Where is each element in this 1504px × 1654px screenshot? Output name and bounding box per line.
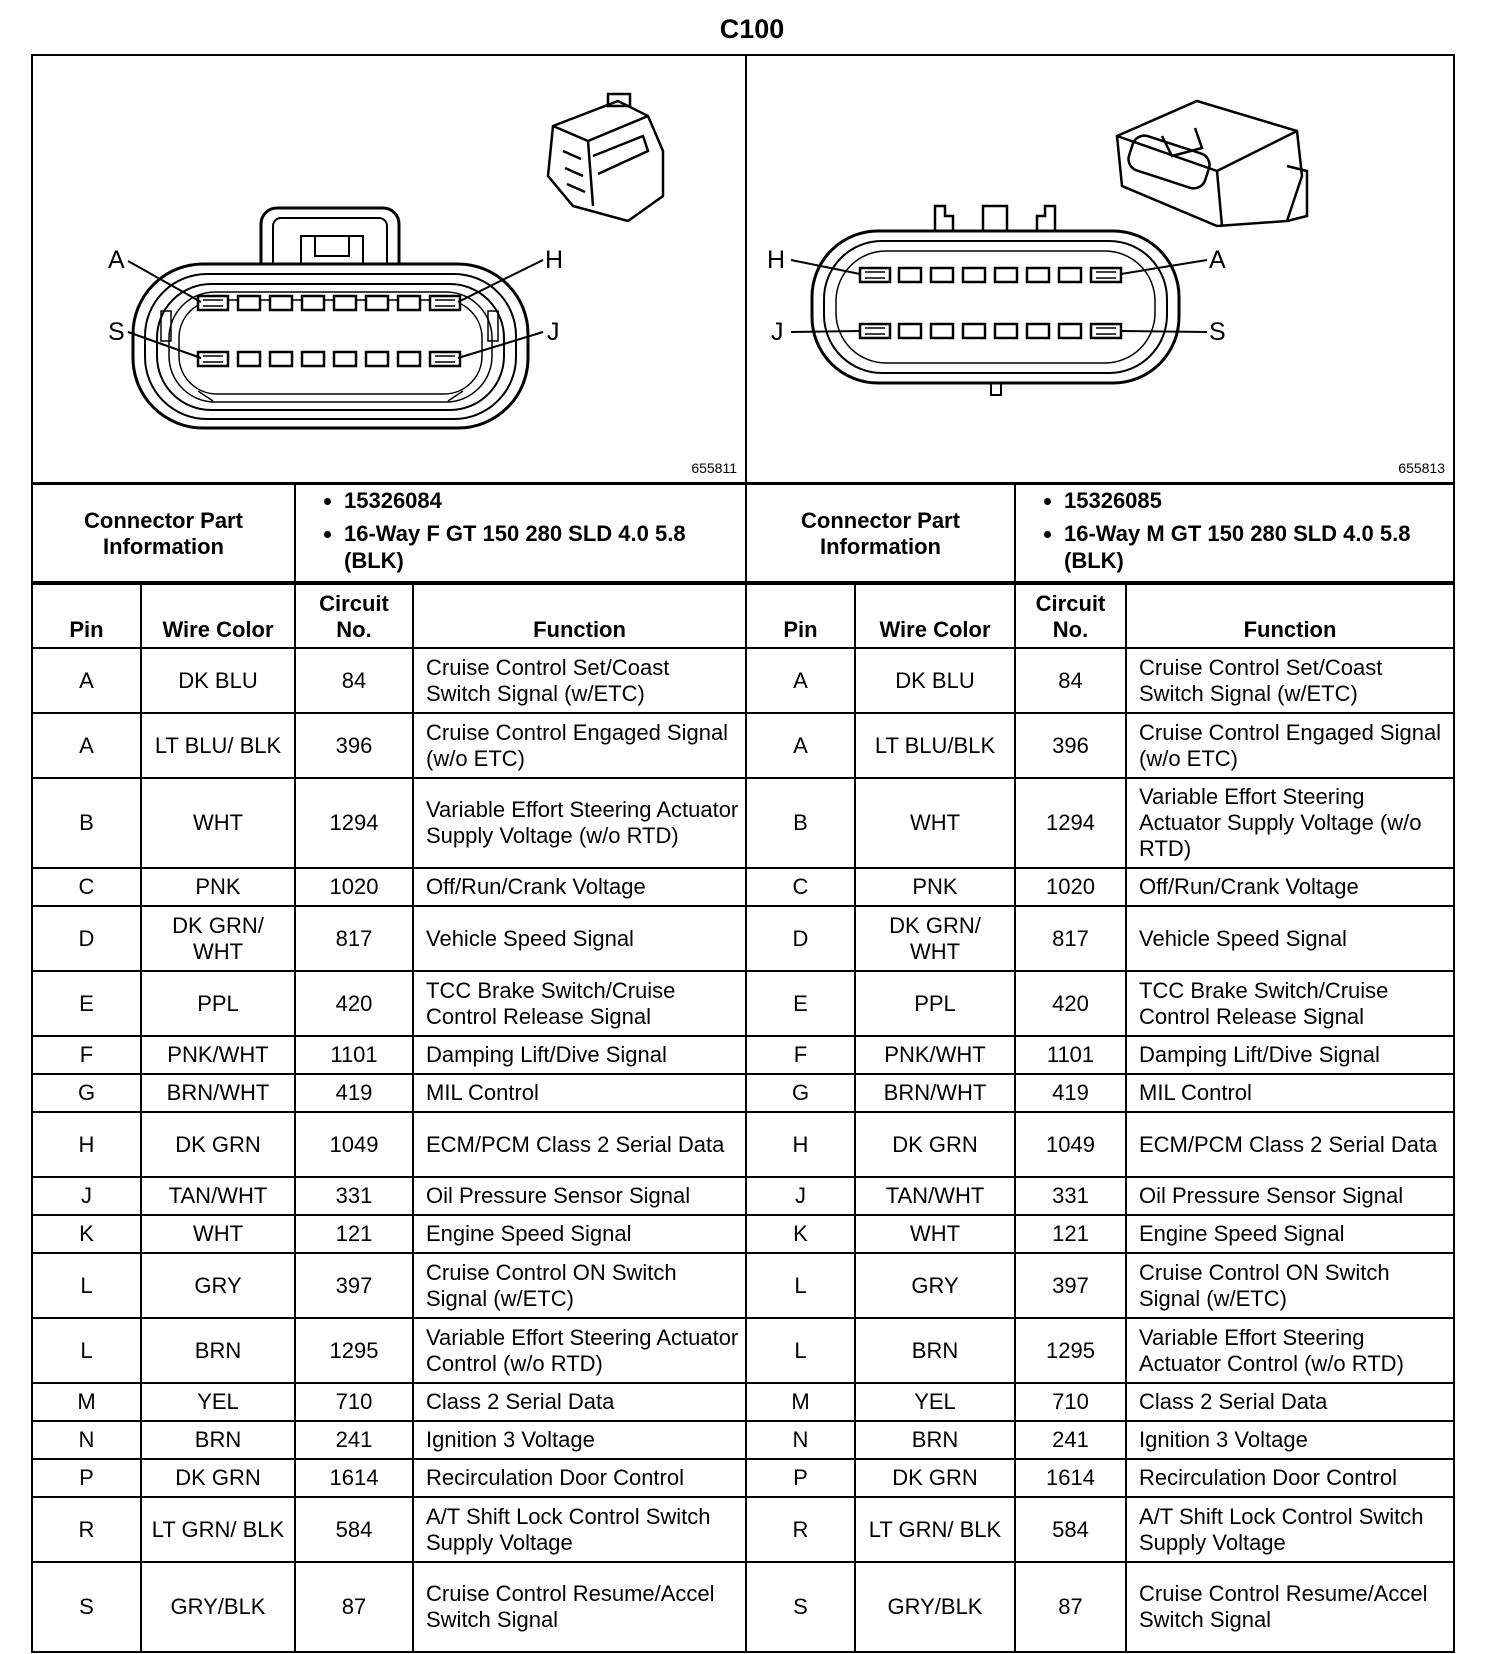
wire-color-cell: PNK (141, 868, 295, 906)
table-row (32, 1036, 746, 1074)
wire-color-cell: DK GRN (855, 1112, 1015, 1177)
circuit-cell: 1294 (1015, 778, 1126, 868)
pin-cell: K (32, 1215, 141, 1253)
table-row (746, 1215, 1454, 1253)
wire-color-cell: DK BLU (141, 648, 295, 713)
wire-color-cell: PPL (141, 971, 295, 1036)
circuit-cell: 1020 (295, 868, 413, 906)
pin-cell: A (746, 648, 855, 713)
wire-color-cell: DK GRN/ WHT (141, 906, 295, 971)
circuit-cell: 584 (1015, 1497, 1126, 1562)
circuit-cell: 1294 (295, 778, 413, 868)
connector-part-numbers (1015, 484, 1454, 584)
function-cell: Recirculation Door Control (413, 1459, 746, 1497)
pin-cell: A (32, 648, 141, 713)
wire-color-cell: PPL (855, 971, 1015, 1036)
wire-color-cell: GRY/BLK (141, 1562, 295, 1652)
circuit-cell: 397 (295, 1253, 413, 1318)
table-row (32, 868, 746, 906)
wire-color-cell: YEL (855, 1383, 1015, 1421)
wire-color-cell: PNK/WHT (141, 1036, 295, 1074)
pin-cell: A (746, 713, 855, 778)
circuit-cell: 397 (1015, 1253, 1126, 1318)
function-cell: Cruise Control Engaged Signal (w/o ETC) (413, 713, 746, 778)
circuit-cell: 331 (1015, 1177, 1126, 1215)
female-connector-drawing (33, 56, 745, 482)
table-row (746, 713, 1454, 778)
wire-color-cell: BRN (855, 1421, 1015, 1459)
pin-label-h: H (767, 246, 786, 274)
male-connector-thumbnail (1117, 101, 1307, 226)
connector-diagram-male (745, 54, 1455, 484)
pin-cell: D (746, 906, 855, 971)
circuit-cell: 121 (295, 1215, 413, 1253)
pin-label-a: A (108, 246, 125, 274)
table-row (32, 648, 746, 713)
table-row (746, 1036, 1454, 1074)
male-connector-face (812, 206, 1179, 395)
wire-color-cell: BRN/WHT (855, 1074, 1015, 1112)
circuit-cell: 1614 (1015, 1459, 1126, 1497)
table-row (32, 1318, 746, 1383)
connector-part-info-left (31, 483, 747, 585)
circuit-cell: 420 (295, 971, 413, 1036)
pin-cell: P (32, 1459, 141, 1497)
circuit-cell: 420 (1015, 971, 1126, 1036)
header-pin: Pin (746, 582, 855, 648)
wire-color-cell: TAN/WHT (855, 1177, 1015, 1215)
function-cell: A/T Shift Lock Control Switch Supply Voltage (1126, 1497, 1454, 1562)
wire-color-cell: LT GRN/ BLK (141, 1497, 295, 1562)
pin-cell: E (746, 971, 855, 1036)
table-row (32, 1112, 746, 1177)
table-row (746, 1112, 1454, 1177)
header-wire-color: Wire Color (141, 582, 295, 648)
pin-cell: L (746, 1318, 855, 1383)
circuit-cell: 710 (1015, 1383, 1126, 1421)
table-row (746, 1318, 1454, 1383)
table-row (32, 1253, 746, 1318)
circuit-cell: 84 (295, 648, 413, 713)
circuit-cell: 87 (295, 1562, 413, 1652)
table-row (746, 648, 1454, 713)
circuit-cell: 817 (1015, 906, 1126, 971)
circuit-cell: 396 (295, 713, 413, 778)
pin-label-s: S (1209, 318, 1226, 346)
circuit-cell: 419 (1015, 1074, 1126, 1112)
function-cell: Engine Speed Signal (1126, 1215, 1454, 1253)
function-cell: Damping Lift/Dive Signal (1126, 1036, 1454, 1074)
wire-color-cell: BRN/WHT (141, 1074, 295, 1112)
function-cell: Vehicle Speed Signal (413, 906, 746, 971)
circuit-cell: 1101 (295, 1036, 413, 1074)
table-row (746, 1421, 1454, 1459)
table-row (32, 1383, 746, 1421)
wire-color-cell: LT BLU/BLK (855, 713, 1015, 778)
female-connector-face (133, 208, 528, 428)
function-cell: Recirculation Door Control (1126, 1459, 1454, 1497)
table-row (746, 1497, 1454, 1562)
circuit-cell: 1049 (1015, 1112, 1126, 1177)
circuit-cell: 84 (1015, 648, 1126, 713)
pin-label-j: J (547, 318, 560, 346)
table-row (32, 1497, 746, 1562)
wire-color-cell: GRY (855, 1253, 1015, 1318)
wire-color-cell: DK GRN/ WHT (855, 906, 1015, 971)
wire-color-cell: DK GRN (141, 1112, 295, 1177)
header-circuit-no: Circuit No. (1015, 582, 1126, 648)
table-row (746, 971, 1454, 1036)
function-cell: Damping Lift/Dive Signal (413, 1036, 746, 1074)
pin-cell: G (32, 1074, 141, 1112)
pin-cell: H (746, 1112, 855, 1177)
circuit-cell: 817 (295, 906, 413, 971)
connector-part-info-right (745, 483, 1455, 585)
connector-diagram-female (31, 54, 747, 484)
function-cell: Variable Effort Steering Actuator Supply Voltage (w/o RTD) (413, 778, 746, 868)
part-number: • 15326085 (1064, 487, 1445, 514)
page-title: C100 (719, 14, 785, 44)
wire-color-cell: PNK (855, 868, 1015, 906)
function-cell: Ignition 3 Voltage (1126, 1421, 1454, 1459)
pin-label-h: H (545, 246, 564, 274)
function-cell: Class 2 Serial Data (1126, 1383, 1454, 1421)
table-row (746, 1253, 1454, 1318)
function-cell: Cruise Control Engaged Signal (w/o ETC) (1126, 713, 1454, 778)
function-cell: Off/Run/Crank Voltage (1126, 868, 1454, 906)
function-cell: Vehicle Speed Signal (1126, 906, 1454, 971)
pin-cell: A (32, 713, 141, 778)
circuit-cell: 241 (295, 1421, 413, 1459)
part-number: • 15326084 (344, 487, 737, 514)
pin-table-left (31, 581, 747, 1653)
circuit-cell: 121 (1015, 1215, 1126, 1253)
connector-part-info-label: Connector Part Information (32, 484, 295, 584)
pin-cell: E (32, 971, 141, 1036)
table-row (32, 1562, 746, 1652)
wire-color-cell: TAN/WHT (141, 1177, 295, 1215)
function-cell: Cruise Control Resume/Accel Switch Signal (413, 1562, 746, 1652)
function-cell: Cruise Control ON Switch Signal (w/ETC) (1126, 1253, 1454, 1318)
pin-cell: F (746, 1036, 855, 1074)
pin-cell: G (746, 1074, 855, 1112)
pin-cell: B (32, 778, 141, 868)
table-row (746, 1177, 1454, 1215)
circuit-cell: 331 (295, 1177, 413, 1215)
wire-color-cell: GRY (141, 1253, 295, 1318)
wire-color-cell: DK GRN (855, 1459, 1015, 1497)
table-row (32, 906, 746, 971)
pin-cell: B (746, 778, 855, 868)
circuit-cell: 241 (1015, 1421, 1126, 1459)
table-row (746, 1074, 1454, 1112)
table-row (32, 713, 746, 778)
table-row (746, 906, 1454, 971)
function-cell: ECM/PCM Class 2 Serial Data (413, 1112, 746, 1177)
function-cell: ECM/PCM Class 2 Serial Data (1126, 1112, 1454, 1177)
pin-cell: S (32, 1562, 141, 1652)
header-wire-color: Wire Color (855, 582, 1015, 648)
function-cell: Variable Effort Steering Actuator Control (w/o RTD) (413, 1318, 746, 1383)
header-function: Function (413, 582, 746, 648)
function-cell: Engine Speed Signal (413, 1215, 746, 1253)
pin-cell: J (32, 1177, 141, 1215)
table-row (746, 1383, 1454, 1421)
circuit-cell: 419 (295, 1074, 413, 1112)
wire-color-cell: PNK/WHT (855, 1036, 1015, 1074)
wire-color-cell: DK GRN (141, 1459, 295, 1497)
table-row (32, 1177, 746, 1215)
pin-cell: M (32, 1383, 141, 1421)
function-cell: TCC Brake Switch/Cruise Control Release Signal (413, 971, 746, 1036)
wire-color-cell: WHT (855, 1215, 1015, 1253)
pin-cell: P (746, 1459, 855, 1497)
pin-cell: L (32, 1318, 141, 1383)
wire-color-cell: GRY/BLK (855, 1562, 1015, 1652)
table-row (746, 778, 1454, 868)
pin-label-j: J (771, 318, 784, 346)
table-row (32, 1459, 746, 1497)
circuit-cell: 87 (1015, 1562, 1126, 1652)
circuit-cell: 710 (295, 1383, 413, 1421)
function-cell: Oil Pressure Sensor Signal (1126, 1177, 1454, 1215)
function-cell: Ignition 3 Voltage (413, 1421, 746, 1459)
wire-color-cell: WHT (855, 778, 1015, 868)
function-cell: Variable Effort Steering Actuator Control (w/o RTD) (1126, 1318, 1454, 1383)
circuit-cell: 1614 (295, 1459, 413, 1497)
wire-color-cell: DK BLU (855, 648, 1015, 713)
wire-color-cell: BRN (855, 1318, 1015, 1383)
table-row (32, 1074, 746, 1112)
pin-cell: C (746, 868, 855, 906)
connector-part-numbers (295, 484, 746, 584)
pin-cell: M (746, 1383, 855, 1421)
table-row (32, 1215, 746, 1253)
pin-cell: S (746, 1562, 855, 1652)
circuit-cell: 1049 (295, 1112, 413, 1177)
pin-cell: D (32, 906, 141, 971)
figure-number: 655813 (1398, 460, 1445, 476)
part-description: • 16-Way M GT 150 280 SLD 4.0 5.8 (BLK) (1064, 520, 1445, 574)
pin-cell: L (32, 1253, 141, 1318)
wire-color-cell: BRN (141, 1421, 295, 1459)
pin-label-a: A (1209, 246, 1226, 274)
function-cell: Oil Pressure Sensor Signal (413, 1177, 746, 1215)
pin-cell: F (32, 1036, 141, 1074)
header-circuit-no: Circuit No. (295, 582, 413, 648)
wire-color-cell: YEL (141, 1383, 295, 1421)
wire-color-cell: LT GRN/ BLK (855, 1497, 1015, 1562)
connector-part-info-label: Connector Part Information (746, 484, 1015, 584)
function-cell: A/T Shift Lock Control Switch Supply Voltage (413, 1497, 746, 1562)
table-row (746, 1562, 1454, 1652)
pin-cell: R (746, 1497, 855, 1562)
function-cell: Cruise Control Resume/Accel Switch Signal (1126, 1562, 1454, 1652)
wire-color-cell: BRN (141, 1318, 295, 1383)
pin-cell: C (32, 868, 141, 906)
figure-number: 655811 (691, 460, 737, 476)
pin-cell: J (746, 1177, 855, 1215)
table-row (32, 778, 746, 868)
pin-cell: K (746, 1215, 855, 1253)
pin-cell: R (32, 1497, 141, 1562)
function-cell: Cruise Control Set/Coast Switch Signal (w/ETC) (1126, 648, 1454, 713)
circuit-cell: 584 (295, 1497, 413, 1562)
header-function: Function (1126, 582, 1454, 648)
pin-cell: L (746, 1253, 855, 1318)
function-cell: Variable Effort Steering Actuator Supply Voltage (w/o RTD) (1126, 778, 1454, 868)
circuit-cell: 1101 (1015, 1036, 1126, 1074)
function-cell: Class 2 Serial Data (413, 1383, 746, 1421)
wire-color-cell: WHT (141, 778, 295, 868)
part-description: • 16-Way F GT 150 280 SLD 4.0 5.8 (BLK) (344, 520, 737, 574)
wire-color-cell: LT BLU/ BLK (141, 713, 295, 778)
function-cell: MIL Control (413, 1074, 746, 1112)
female-connector-thumbnail (548, 94, 663, 221)
function-cell: Cruise Control ON Switch Signal (w/ETC) (413, 1253, 746, 1318)
wire-color-cell: WHT (141, 1215, 295, 1253)
pin-table-right (745, 581, 1455, 1653)
circuit-cell: 1020 (1015, 868, 1126, 906)
pin-cell: N (32, 1421, 141, 1459)
circuit-cell: 396 (1015, 713, 1126, 778)
table-row (32, 1421, 746, 1459)
table-row (32, 971, 746, 1036)
pin-cell: H (32, 1112, 141, 1177)
table-row (746, 868, 1454, 906)
circuit-cell: 1295 (295, 1318, 413, 1383)
table-row (746, 1459, 1454, 1497)
function-cell: Off/Run/Crank Voltage (413, 868, 746, 906)
function-cell: Cruise Control Set/Coast Switch Signal (w/ETC) (413, 648, 746, 713)
function-cell: TCC Brake Switch/Cruise Control Release Signal (1126, 971, 1454, 1036)
function-cell: MIL Control (1126, 1074, 1454, 1112)
circuit-cell: 1295 (1015, 1318, 1126, 1383)
header-pin: Pin (32, 582, 141, 648)
male-connector-drawing (747, 56, 1453, 482)
pin-cell: N (746, 1421, 855, 1459)
pin-label-s: S (108, 318, 125, 346)
